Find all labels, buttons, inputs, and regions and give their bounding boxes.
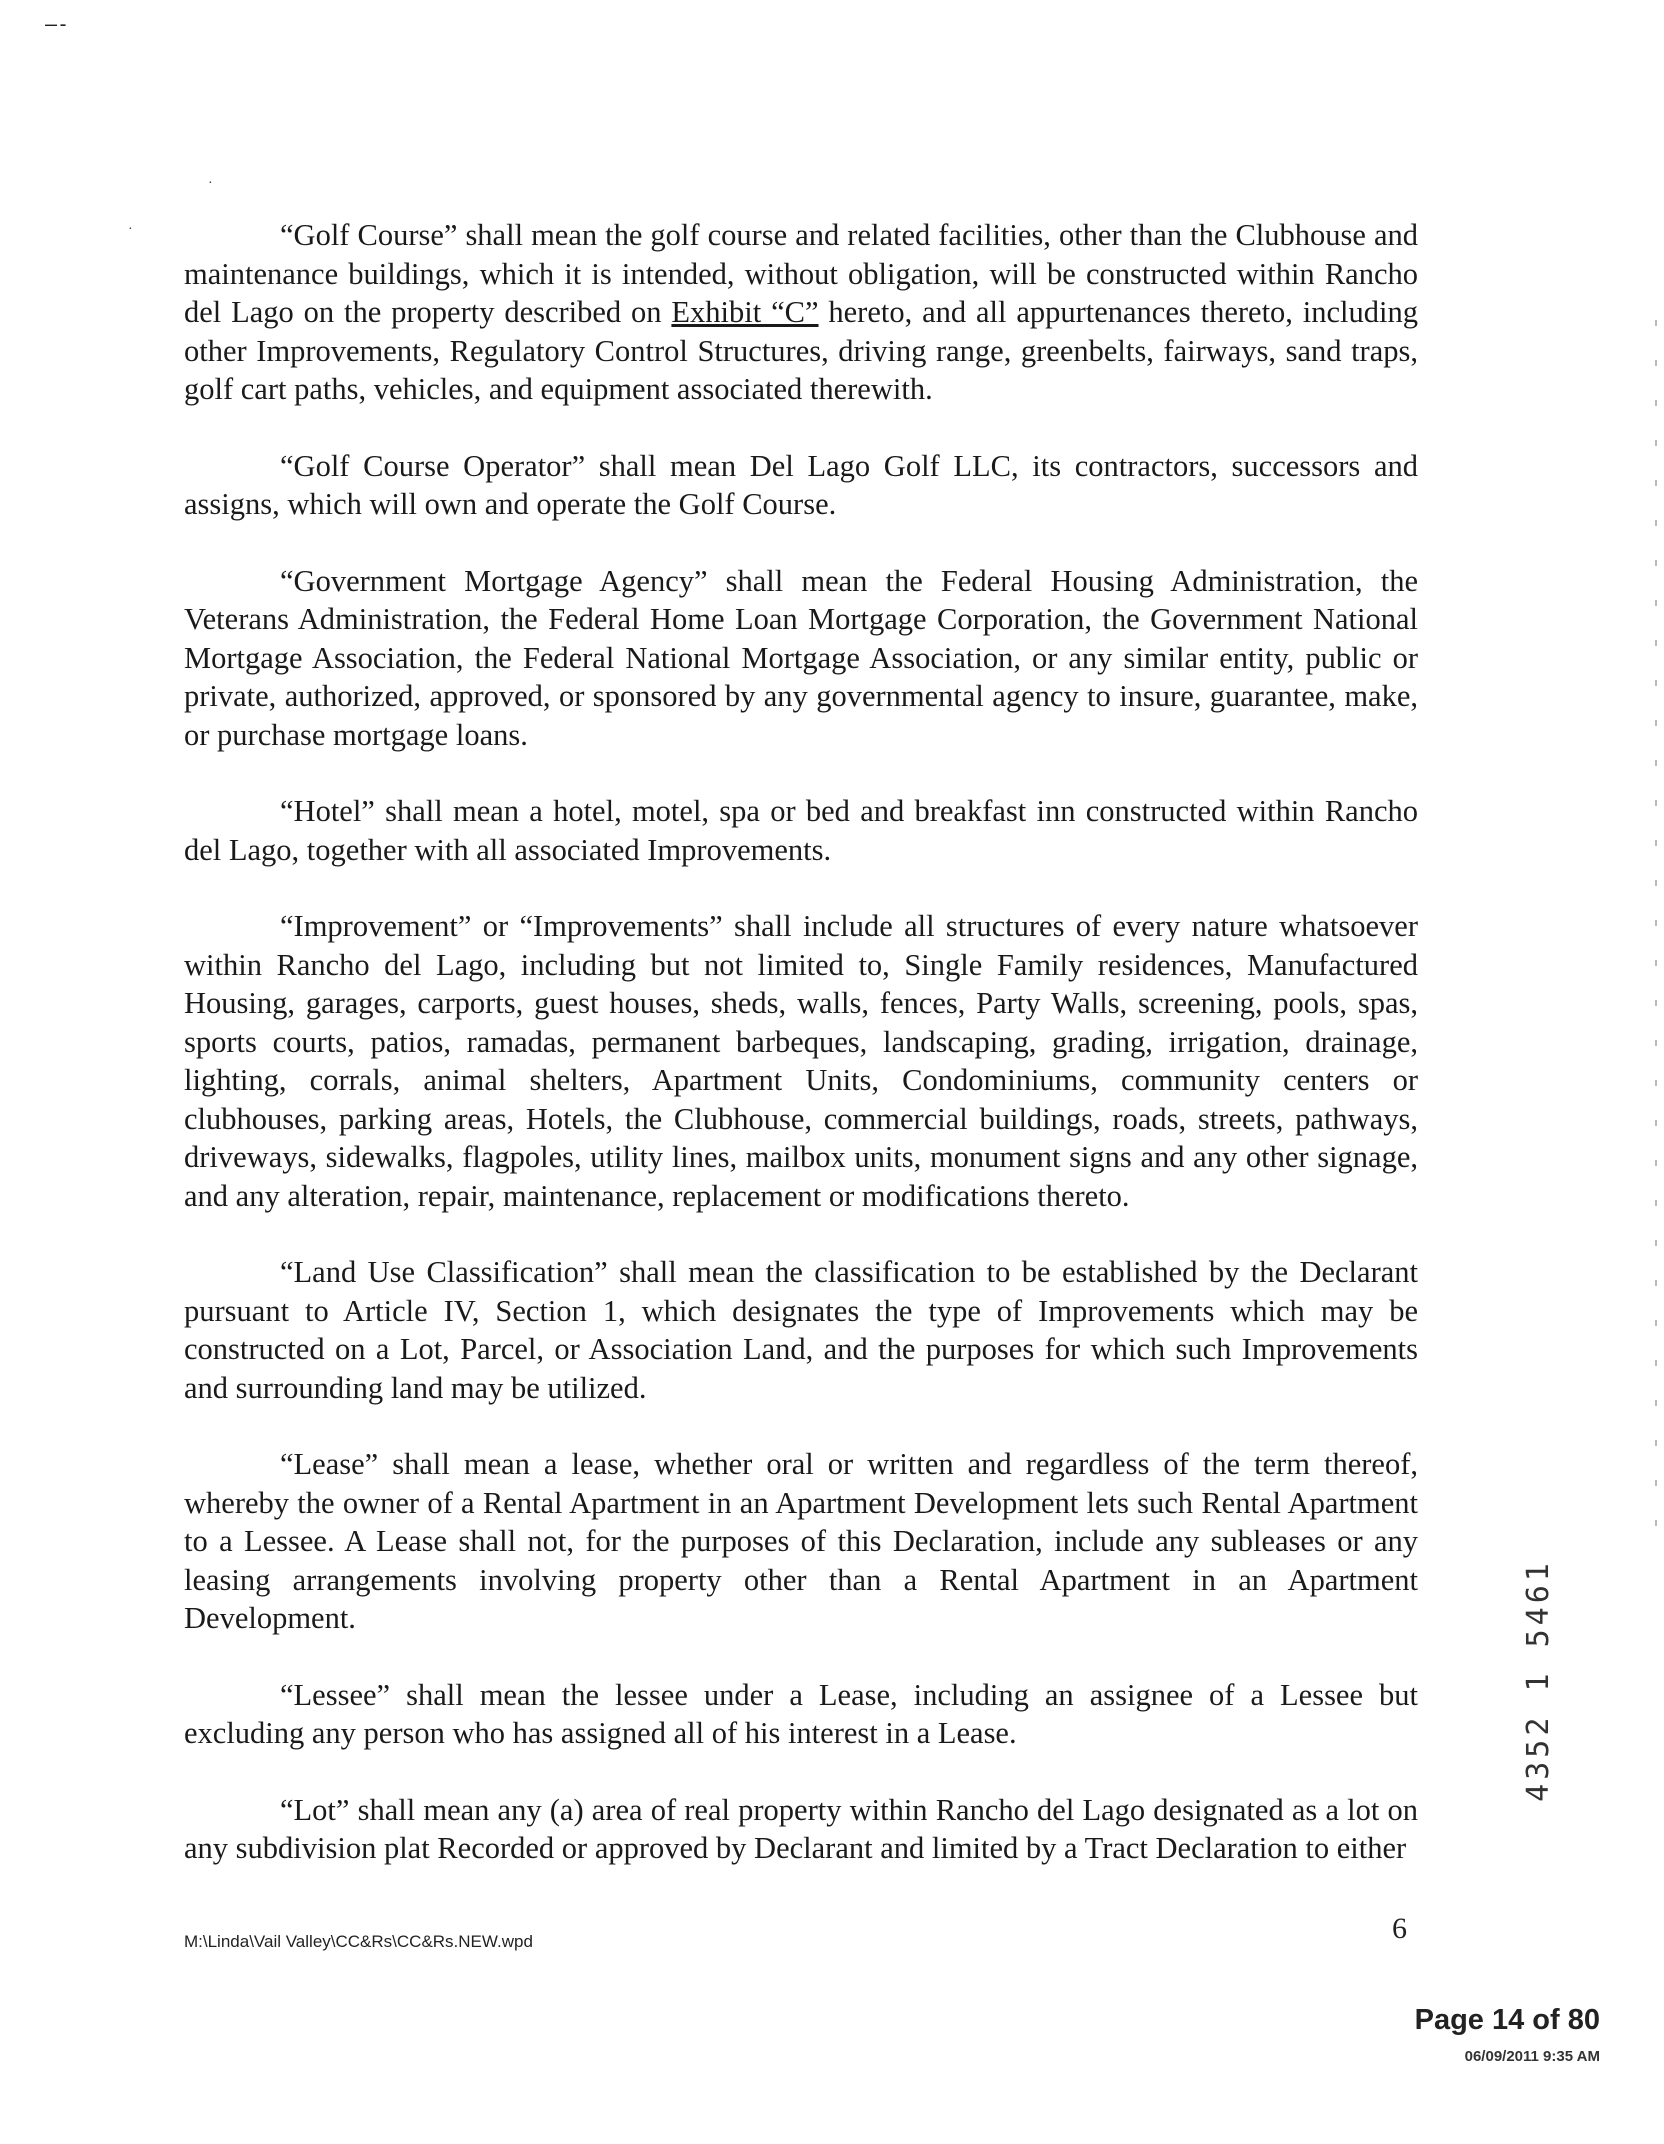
scan-speck: ·: [208, 176, 213, 191]
exhibit-c-reference: Exhibit “C”: [671, 295, 819, 329]
definition-lot: “Lot” shall mean any (a) area of real property within Rancho del Lago designated as a lot on any subdivision plat Recorded or approved by Declarant and limited by a Tract Declaration to either: [184, 1792, 1418, 1865]
recorder-page-count: Page 14 of 80: [1414, 2004, 1600, 2036]
page-number: 6: [1392, 1912, 1407, 1945]
scan-speck: ·: [128, 222, 133, 237]
recorder-timestamp: 06/09/2011 9:35 AM: [1464, 2048, 1600, 2065]
definition-land-use-classification: “Land Use Classification” shall mean the classification to be established by the Declarant pursuant to Article IV, Section 1, which designates the type of Improvements which may be constructed on a Lot, Parcel, or Association Land, and the purposes for which such Improvements and surrounding land may be utilized.: [184, 1255, 1418, 1405]
recording-side-stamp: [1518, 1520, 1558, 1840]
footer-file-path: M:\Linda\Vail Valley\CC&Rs\CC&Rs.NEW.wpd: [184, 1932, 533, 1951]
definition-lessee: “Lessee” shall mean the lessee under a Lease, including an assignee of a Lessee but excluding any person who has assigned all of his interest in a Lease.: [184, 1677, 1418, 1750]
definition-improvement: “Improvement” or “Improvements” shall include all structures of every nature whatsoever within Rancho del Lago, including but not limited to, Single Family residences, Manufactured Housing, garages, carports, guest houses, sheds, walls, fences, Party Walls, screening, pools, spas, sports courts, patios, ramadas, permanent barbeques, landscaping, grading, irrigation, drainage, lighting, corrals, animal shelters, Apartment Units, Condominiums, community centers or clubhouses, parking areas, Hotels, the Clubhouse, commercial buildings, roads, streets, pathways, driveways, sidewalks, flagpoles, utility lines, mailbox units, monument signs and any other signage, and any alteration, repair, maintenance, replacement or modifications thereto.: [184, 909, 1418, 1213]
scan-edge-marks: [1655, 320, 1657, 1560]
definition-government-mortgage-agency: “Government Mortgage Agency” shall mean the Federal Housing Administration, the Veterans Administration, the Federal Home Loan Mortgage Corporation, the Government National Mortgage Association, the Federal National Mortgage Association, or any similar entity, public or private, authorized, approved, or sponsored by any governmental agency to insure, guarantee, make, or purchase mortgage loans.: [184, 563, 1418, 752]
definition-golf-course-operator: “Golf Course Operator” shall mean Del Lago Golf LLC, its contractors, successors and assigns, which will own and operate the Golf Course.: [184, 448, 1418, 521]
definition-lease: “Lease” shall mean a lease, whether oral or written and regardless of the term thereof, whereby the owner of a Rental Apartment in an Apartment Development lets such Rental Apartment to a Lessee. A Lease shall not, for the purposes of this Declaration, include any subleases or any leasing arrangements involving property other than a Rental Apartment in an Apartment Development.: [184, 1447, 1418, 1635]
definitions-body: [184, 216, 1418, 1868]
side-stamp-text: 4352 1 5461: [1520, 1558, 1556, 1802]
definition-golf-course: “Golf Course” shall mean the golf course and related facilities, other than the Clubhouse and maintenance buildings, which it is intended, without obligation, will be constructed within Rancho del Lago on the property described on Exhibit “C” hereto, and all appurtenances thereto, including other Improvements, Regulatory Control Structures, driving range, greenbelts, fairways, sand traps, golf cart paths, vehicles, and equipment associated therewith.: [184, 218, 1418, 406]
definition-hotel: “Hotel” shall mean a hotel, motel, spa or bed and breakfast inn constructed within Rancho del Lago, together with all associated Improvements.: [184, 794, 1418, 867]
corner-mark: —-: [45, 12, 70, 36]
